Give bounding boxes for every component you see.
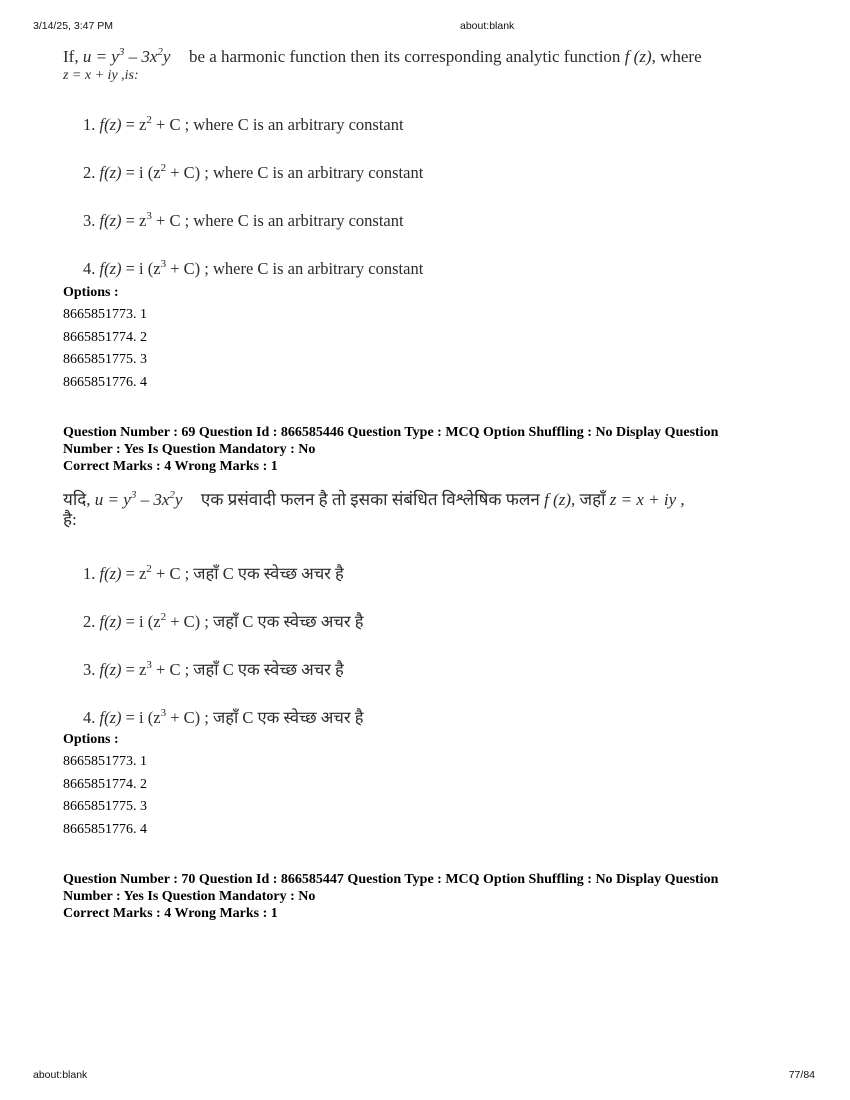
print-footer-url: about:blank (33, 1069, 88, 1081)
choice-2: 2. f(z) = i $(z^2 + C)$ ; where C is an arbitrary constant (83, 162, 424, 182)
page-number: 77/84 (788, 1069, 815, 1081)
options-label: Options : (63, 285, 119, 300)
question-stem-english: If, $u = y^3 - 3x^2y$ be a harmonic function then its corresponding analytic function f (z), where z = x + iy ,is: (63, 46, 702, 83)
choice-1: 1. $f(z) = z^2 + C$ ; जहाँ C एक स्वेच्छ अचर है (83, 563, 344, 583)
option-id: 8665851775. 3 (63, 799, 147, 814)
choice-3: 3. $f(z) = z^3 + C$ ; जहाँ C एक स्वेच्छ अचर है (83, 659, 344, 679)
choice-3: 3. $f(z) = z^3 + C$ ; where C is an arbitrary constant (83, 210, 404, 230)
options-label: Options : (63, 732, 119, 747)
option-id: 8665851776. 4 (63, 375, 147, 390)
choice-4: 4. f(z) = i $(z^3 + C)$ ; where C is an arbitrary constant (83, 258, 424, 278)
option-id: 8665851773. 1 (63, 754, 147, 769)
choice-1: 1. $f(z) = z^2 + C$ ; where C is an arbitrary constant (83, 114, 404, 134)
choice-2: 2. f(z) = i $(z^2 + C)$ ; जहाँ C एक स्वेच्छ अचर है (83, 611, 364, 631)
question-meta: Question Number : 70 Question Id : 866585447 Question Type : MCQ Option Shuffling : No Display Question Number : Yes Is Question Mandatory : No Correct Marks : 4 Wrong Marks : 1 (63, 871, 783, 922)
option-id: 8665851774. 2 (63, 330, 147, 345)
option-id: 8665851775. 3 (63, 352, 147, 367)
question-stem-hindi: यदि, $u = y^3 - 3x^2y$ एक प्रसंवादी फलन है तो इसका संबंधित विश्लेषिक फलन f (z), जहाँ z = x + iy , है: (63, 489, 685, 529)
question-marks: Correct Marks : 4 Wrong Marks : 1 (63, 459, 278, 474)
option-id: 8665851776. 4 (63, 822, 147, 837)
choice-4: 4. f(z) = i $(z^3 + C)$ ; जहाँ C एक स्वेच्छ अचर है (83, 707, 364, 727)
print-url: about:blank (460, 20, 515, 32)
option-id: 8665851773. 1 (63, 307, 147, 322)
option-id: 8665851774. 2 (63, 777, 147, 792)
print-datetime: 3/14/25, 3:47 PM (33, 20, 113, 32)
question-meta: Question Number : 69 Question Id : 866585446 Question Type : MCQ Option Shuffling : No Display Question Number : Yes Is Question Mandatory : No Correct Marks : 4 Wrong Marks : 1 (63, 424, 783, 475)
question-marks: Correct Marks : 4 Wrong Marks : 1 (63, 906, 278, 921)
